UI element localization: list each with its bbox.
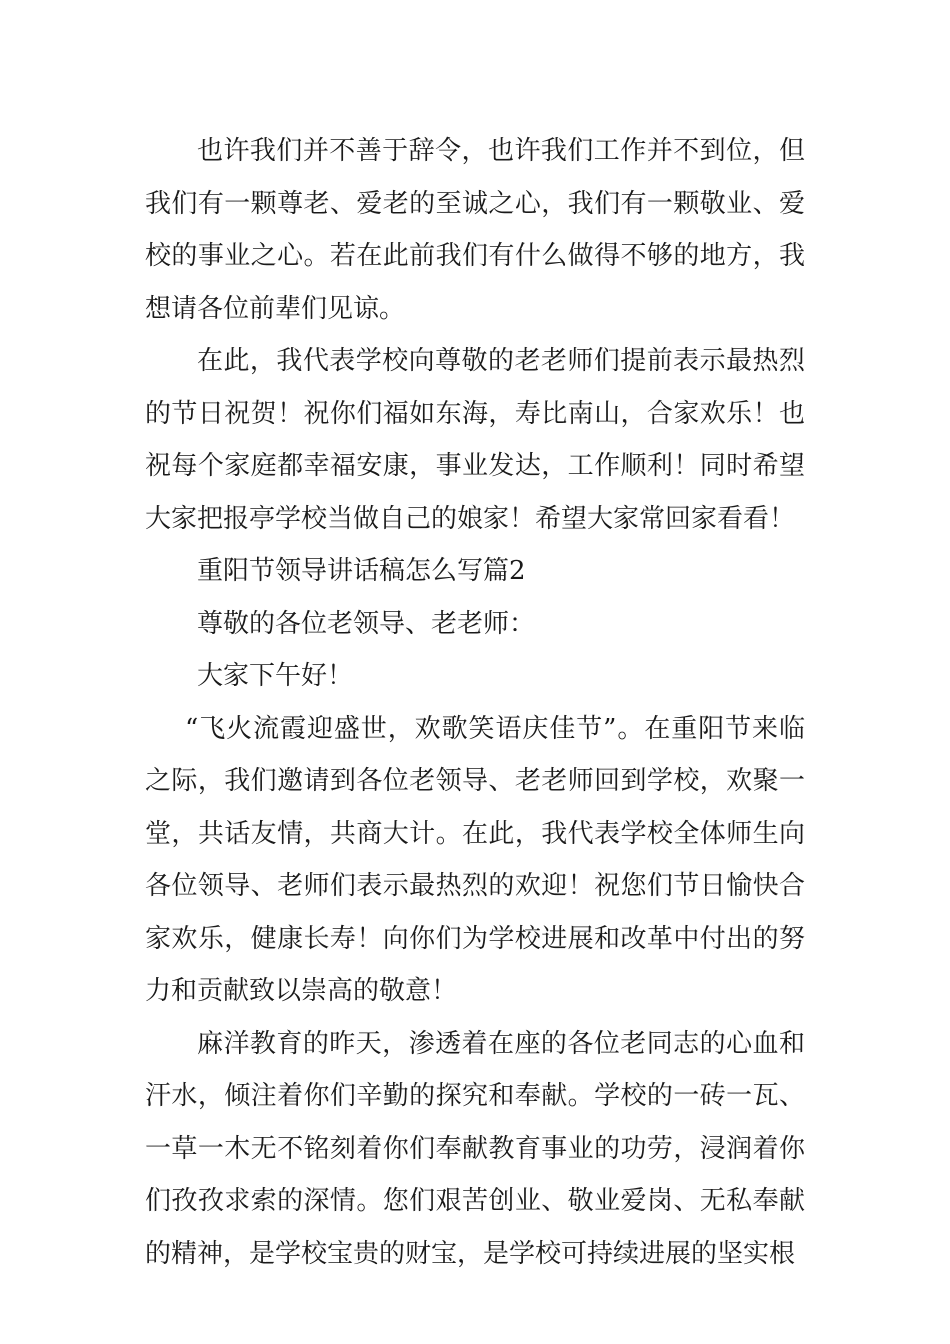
paragraph-history: 麻洋教育的昨天，渗透着在座的各位老同志的心血和汗水，倾注着你们辛勤的探究和奉献。学校的一砖一瓦、一草一木无不铭刻着你们奉献教育事业的功劳，浸润着你们孜孜求索的深情。您们艰苦创业、敬业爱岗、无私奉献的精神，是学校宝贵的财宝，是学校可持续进展的坚实根 <box>145 1028 805 1269</box>
opening-greeting: 大家下午好！ <box>197 661 354 691</box>
salutation: 尊敬的各位老领导、老老师： <box>197 608 536 639</box>
paragraph-greetings: 在此，我代表学校向尊敬的老老师们提前表示最热烈的节日祝贺！祝你们福如东海，寿比南山，合家欢乐！也祝每个家庭都幸福安康，事业发达，工作顺利！同时希望大家把报亭学校当做自己的娘家！希望大家常回家看看！ <box>145 346 805 534</box>
section-heading: 重阳节领导讲话稿怎么写篇2 <box>197 556 526 586</box>
paragraph-welcome: “飞火流霞迎盛世，欢歌笑语庆佳节”。在重阳节来临之际，我们邀请到各位老领导、老老师回到学校，欢聚一堂，共话友情，共商大计。在此，我代表学校全体师生向各位领导、老师们表示最热烈的欢迎！祝您们节日愉快合家欢乐，健康长寿！向你们为学校进展和改革中付出的努力和贡献致以崇高的敬意！ <box>145 713 805 1006</box>
paragraph-apology: 也许我们并不善于辞令，也许我们工作并不到位，但我们有一颗尊老、爱老的至诚之心，我们有一颗敬业、爱校的事业之心。若在此前我们有什么做得不够的地方，我想请各位前辈们见谅。 <box>145 136 805 324</box>
document-body <box>145 125 805 1280</box>
